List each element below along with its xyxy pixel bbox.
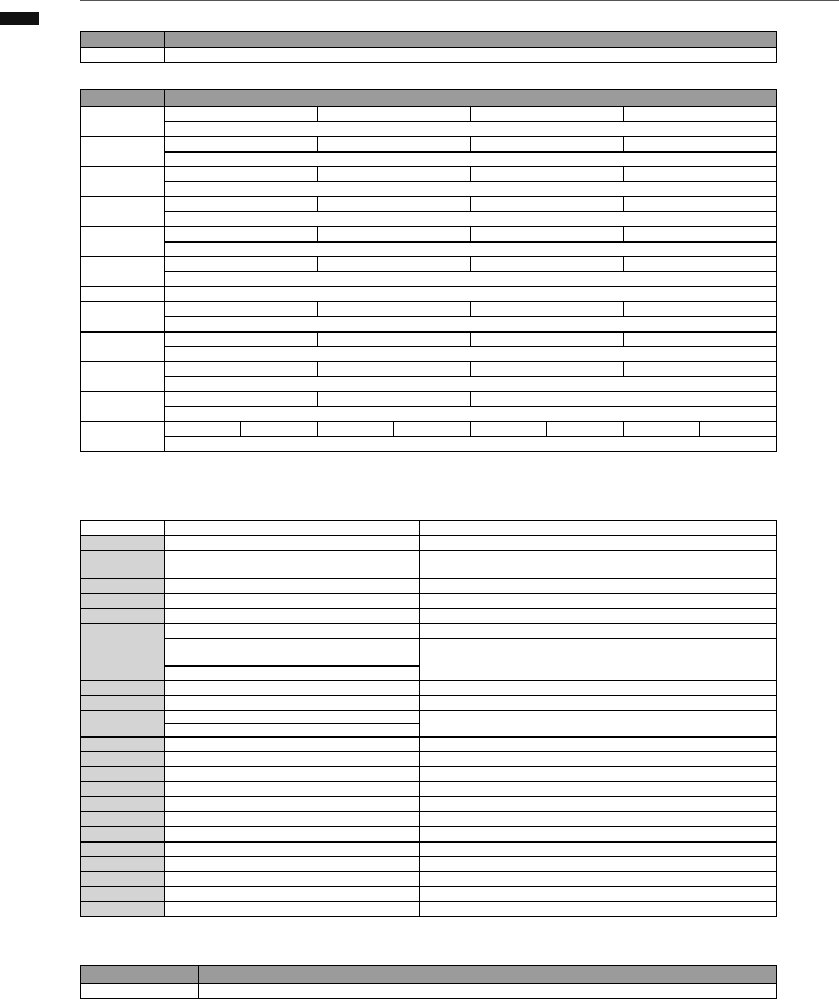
table-header-cell	[81, 90, 165, 107]
row-label-cell	[81, 767, 165, 782]
table-cell	[165, 392, 318, 407]
table-cell	[471, 167, 624, 182]
table-cell	[318, 197, 471, 212]
table-cell	[420, 857, 777, 872]
table-cell	[700, 422, 777, 437]
table-cell	[547, 422, 624, 437]
section-tab-marker	[0, 12, 39, 25]
table-cell	[624, 197, 777, 212]
table-cell	[165, 639, 420, 666]
table-cell	[420, 711, 777, 737]
table-cell	[420, 752, 777, 767]
table-cell	[165, 242, 777, 257]
table-cell	[165, 696, 420, 711]
table-cell	[165, 137, 318, 152]
row-label-cell	[81, 737, 165, 752]
table-cell	[165, 782, 420, 797]
table-cell	[165, 609, 420, 624]
row-label-cell	[81, 812, 165, 827]
table-cell	[420, 551, 777, 579]
table-cell	[471, 257, 624, 272]
table-cell	[165, 536, 420, 551]
row-label-cell	[81, 332, 165, 362]
row-label-cell	[81, 422, 165, 452]
table-cell	[165, 827, 420, 842]
table-cell	[165, 857, 420, 872]
table-cell	[318, 167, 471, 182]
table-header-cell	[420, 521, 777, 536]
table-cell	[624, 362, 777, 377]
table-cell	[165, 362, 318, 377]
table-cell	[165, 902, 420, 917]
table-cell	[420, 639, 777, 681]
table-cell	[165, 579, 420, 594]
table-header-cell	[199, 966, 777, 984]
table-cell	[394, 422, 471, 437]
table-cell	[420, 579, 777, 594]
table-cell	[471, 362, 624, 377]
table-cell	[165, 377, 777, 392]
row-label-cell	[81, 551, 165, 579]
table-cell	[420, 594, 777, 609]
row-label-cell	[81, 302, 165, 332]
table-cell	[420, 782, 777, 797]
table-cell	[420, 737, 777, 752]
table-cell	[165, 681, 420, 696]
table-cell	[420, 887, 777, 902]
table-cell	[241, 422, 318, 437]
row-label-cell	[81, 257, 165, 287]
row-label-cell	[81, 536, 165, 551]
table-cell	[624, 257, 777, 272]
table-cell	[318, 257, 471, 272]
table-cell	[624, 107, 777, 122]
row-label-cell	[81, 902, 165, 917]
table-cell	[165, 737, 420, 752]
table-cell	[318, 137, 471, 152]
row-label-cell	[81, 167, 165, 197]
table-cell	[318, 392, 471, 407]
row-label-cell	[81, 197, 165, 227]
table-cell	[165, 872, 420, 887]
row-label-cell	[81, 696, 165, 711]
row-label-cell	[81, 624, 165, 681]
row-label-cell	[81, 392, 165, 422]
row-label-cell	[81, 887, 165, 902]
row-label-cell	[81, 579, 165, 594]
table-cell	[624, 302, 777, 317]
row-label-cell	[81, 842, 165, 857]
table-cell	[165, 287, 777, 302]
table-cell	[165, 887, 420, 902]
table-cell	[165, 347, 777, 362]
table-cell	[471, 227, 624, 242]
table-cell	[471, 422, 547, 437]
table-cell	[81, 984, 199, 999]
spec-table-2	[80, 89, 777, 452]
table-cell	[165, 724, 420, 737]
table-cell	[471, 332, 624, 347]
table-cell	[165, 797, 420, 812]
table-cell	[420, 872, 777, 887]
table-cell	[165, 122, 777, 137]
table-cell	[624, 332, 777, 347]
table-cell	[165, 422, 241, 437]
table-header-cell	[81, 966, 199, 984]
table-cell	[165, 842, 420, 857]
table-cell	[165, 812, 420, 827]
table-cell	[165, 317, 777, 332]
table-cell	[165, 302, 318, 317]
table-cell	[165, 767, 420, 782]
table-cell	[165, 666, 420, 681]
table-cell	[471, 392, 777, 407]
table-cell	[624, 167, 777, 182]
table-cell	[165, 437, 777, 452]
table-cell	[624, 137, 777, 152]
table-cell	[471, 302, 624, 317]
table-header-cell	[81, 32, 165, 48]
table-cell	[624, 422, 700, 437]
spec-table-1	[80, 31, 777, 63]
table-cell	[165, 594, 420, 609]
table-header-cell	[165, 90, 777, 107]
table-cell	[420, 681, 777, 696]
table-cell	[420, 696, 777, 711]
row-label-cell	[81, 681, 165, 696]
row-label-cell	[81, 107, 165, 137]
table-cell	[165, 167, 318, 182]
table-cell	[420, 827, 777, 842]
table-cell	[165, 272, 777, 287]
table-cell	[318, 302, 471, 317]
table-cell	[165, 551, 420, 579]
table-cell	[318, 227, 471, 242]
table-cell	[165, 407, 777, 422]
table-header-cell	[81, 521, 165, 536]
table-cell	[165, 107, 318, 122]
table-cell	[471, 137, 624, 152]
table-cell	[165, 152, 777, 167]
table-cell	[420, 842, 777, 857]
table-cell	[165, 227, 318, 242]
table-cell	[318, 422, 394, 437]
table-cell	[165, 182, 777, 197]
table-cell	[165, 711, 420, 724]
row-label-cell	[81, 227, 165, 257]
table-header-cell	[165, 521, 420, 536]
table-cell	[420, 902, 777, 917]
spec-table-3	[80, 520, 777, 917]
table-cell	[165, 197, 318, 212]
table-cell	[420, 812, 777, 827]
row-label-cell	[81, 827, 165, 842]
table-cell	[165, 212, 777, 227]
table-cell	[165, 752, 420, 767]
page-top-rule	[80, 0, 839, 1]
table-cell	[318, 332, 471, 347]
table-cell	[420, 536, 777, 551]
row-label-cell	[81, 287, 165, 302]
row-label-cell	[81, 752, 165, 767]
row-label-cell	[81, 797, 165, 812]
table-cell	[420, 767, 777, 782]
table-cell	[420, 609, 777, 624]
table-cell	[624, 227, 777, 242]
row-label-cell	[81, 872, 165, 887]
table-cell	[471, 107, 624, 122]
row-label-cell	[81, 857, 165, 872]
table-header-cell	[165, 32, 777, 48]
table-cell	[165, 332, 318, 347]
table-cell	[165, 624, 420, 639]
row-label-cell	[81, 594, 165, 609]
table-cell	[420, 797, 777, 812]
table-cell	[318, 107, 471, 122]
spec-table-4	[80, 965, 777, 999]
table-cell	[318, 362, 471, 377]
row-label-cell	[81, 609, 165, 624]
table-cell	[165, 257, 318, 272]
table-cell	[420, 624, 777, 639]
table-cell	[165, 48, 777, 63]
table-cell	[81, 48, 165, 63]
table-cell	[471, 197, 624, 212]
row-label-cell	[81, 782, 165, 797]
row-label-cell	[81, 137, 165, 167]
row-label-cell	[81, 711, 165, 737]
row-label-cell	[81, 362, 165, 392]
table-cell	[199, 984, 777, 999]
